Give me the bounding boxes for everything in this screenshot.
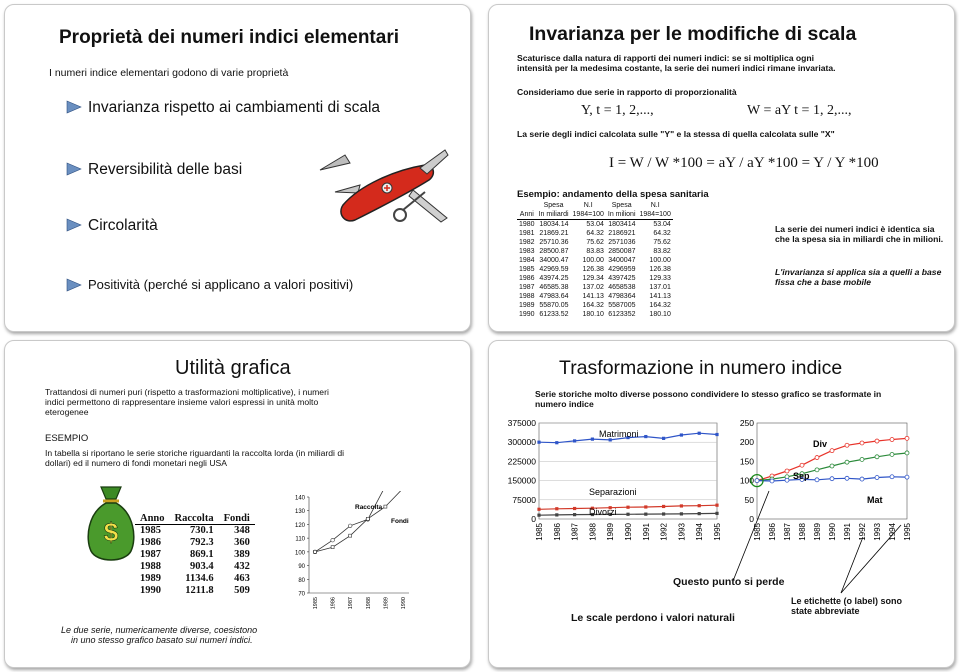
y-tick-label: 130 — [294, 509, 305, 516]
table-header-cell: N.I — [583, 202, 593, 209]
table-cell: 1211.8 — [185, 585, 214, 596]
table-cell: 1987 — [519, 284, 535, 291]
x-tick-label: 1994 — [888, 523, 897, 541]
property-item: Positività (perché si applicano a valori positivi) — [88, 277, 354, 292]
table-cell: 1989 — [140, 573, 161, 584]
y-tick-label: 50 — [744, 494, 754, 505]
series-label: Div — [813, 439, 828, 449]
table-cell: 164.32 — [649, 302, 671, 309]
table-cell: 1988 — [140, 561, 161, 572]
bullet-icons — [63, 93, 89, 293]
svg-text:$: $ — [103, 517, 119, 547]
consider-text: Consideriamo due serie in rapporto di proporzionalità — [517, 87, 737, 97]
y-tick-label: 100 — [739, 475, 754, 486]
table-cell: 64.32 — [586, 230, 604, 237]
triangle-bullet-icon — [67, 219, 81, 231]
series-line — [315, 491, 403, 552]
y-tick-label: 250 — [739, 418, 754, 428]
table-cell: 83.82 — [653, 248, 671, 255]
table-cell: 4798364 — [608, 293, 636, 300]
table-cell: 1983 — [519, 248, 535, 255]
para-line: eterogenee — [45, 407, 89, 417]
table-header-cell: In miliardi — [538, 211, 569, 218]
triangle-bullet-icon — [67, 279, 81, 291]
table-cell: 55870.05 — [539, 302, 569, 309]
table-cell: 180.10 — [582, 311, 604, 318]
table-cell: 61233.52 — [539, 311, 569, 318]
table-cell: 432 — [234, 561, 250, 572]
triangle-bullet-icon — [67, 101, 81, 113]
x-tick-label: 1993 — [677, 523, 687, 541]
data-point — [349, 534, 352, 537]
series-y-formula: Y, t = 1, 2,..., — [581, 103, 654, 118]
table-header-cell: N.I — [650, 202, 660, 209]
table-cell: 1980 — [519, 221, 535, 228]
caption — [61, 625, 257, 645]
x-tick-label: 1987 — [783, 523, 792, 541]
triangle-bullet-icon — [67, 163, 81, 175]
data-point — [366, 517, 369, 520]
x-tick-label: 1988 — [588, 523, 598, 541]
para-line: In tabella si riportano le serie storiche riguardanti la raccolta lorda (in miliardi di — [45, 448, 345, 458]
table-header-cell: Anni — [519, 211, 534, 218]
slide-subtitle: I numeri indice elementari godono di varie proprietà — [49, 67, 289, 79]
table-header-cell: 1984=100 — [572, 211, 604, 218]
table-cell: 1986 — [519, 275, 535, 282]
table-header-row — [517, 210, 673, 220]
series-label: Divorzi — [589, 507, 617, 517]
spesa-table — [517, 201, 673, 319]
para-numbers — [45, 387, 465, 417]
x-tick-label: 1986 — [330, 597, 337, 610]
property-item: Circolarità — [88, 217, 158, 234]
series-label: Raccolta — [355, 504, 383, 511]
para-table — [45, 448, 465, 468]
x-tick-label: 1991 — [641, 523, 651, 541]
property-item: Reversibilità delle basi — [88, 161, 243, 178]
table-row — [135, 549, 255, 561]
slide-title: Invarianza per le modifiche di scala — [529, 23, 857, 45]
table-row — [135, 525, 255, 538]
table-row — [517, 301, 673, 310]
table-cell: 137.01 — [649, 284, 671, 291]
table-cell: 1134.6 — [185, 573, 214, 584]
note-invariance: L'invarianza si applica sia a quelli a base fissa che a base mobile — [775, 267, 942, 287]
annotation-line — [841, 537, 863, 593]
x-tick-label: 1992 — [659, 523, 669, 541]
table-row — [517, 292, 673, 301]
index-formula: I = W / W *100 = aY / aY *100 = Y / Y *100 — [609, 155, 879, 171]
x-tick-label: 1986 — [768, 523, 777, 541]
table-cell: 21869.21 — [539, 230, 569, 237]
table-cell: 28500.87 — [539, 248, 569, 255]
table-cell: 1990 — [140, 585, 161, 596]
x-tick-label: 1989 — [383, 597, 390, 610]
intro-text — [517, 53, 947, 73]
table-row — [135, 561, 255, 573]
slide-invarianza — [488, 4, 955, 332]
x-tick-label: 1991 — [843, 523, 852, 541]
x-tick-label: 1985 — [753, 523, 762, 541]
table-cell: 1984 — [519, 257, 535, 264]
caption-line: Le due serie, numericamente diverse, coesistono — [61, 625, 258, 635]
y-tick-label: 140 — [294, 495, 305, 502]
table-cell: 53.04 — [586, 221, 604, 228]
annotation-line — [841, 525, 901, 593]
y-tick-label: 100 — [294, 550, 305, 557]
x-tick-label: 1987 — [570, 523, 580, 541]
slide-title: Proprietà dei numeri indici elementari — [59, 27, 399, 48]
x-tick-label: 1986 — [552, 523, 562, 541]
data-point — [384, 505, 387, 508]
table-cell: 1986 — [140, 537, 161, 548]
table-cell: 348 — [234, 525, 250, 536]
table-cell: 6123352 — [608, 311, 636, 318]
table-cell: 46585.38 — [539, 284, 569, 291]
note-identical: La serie dei numeri indici è identica sia che la spesa sia in miliardi che in milioni. — [775, 224, 944, 244]
intro-line: Scaturisce dalla natura di rapporti dei numeri indici: se si moltiplica ogni — [517, 53, 815, 63]
table-cell: 180.10 — [649, 311, 671, 318]
table-header-cell: Spesa — [611, 202, 632, 209]
slide-utilita-grafica — [4, 340, 471, 668]
table-cell: 141.13 — [649, 293, 671, 300]
x-tick-label: 1988 — [798, 523, 807, 541]
series-label: Separazioni — [589, 487, 637, 497]
table-cell: 3400047 — [608, 257, 636, 264]
table-header-cell: Raccolta — [170, 513, 219, 525]
annotation-line — [733, 491, 769, 581]
table-cell: 75.62 — [653, 239, 671, 246]
table-row — [517, 238, 673, 247]
table-row — [135, 585, 255, 597]
table-cell: 2571036 — [608, 239, 636, 246]
caption-line: in uno stesso grafico basato sui numeri indici. — [71, 635, 253, 645]
table-cell: 1990 — [519, 311, 535, 318]
table-header-row — [135, 513, 255, 525]
table-row — [517, 274, 673, 283]
x-tick-label: 1995 — [713, 523, 722, 541]
table-cell: 1985 — [140, 525, 161, 536]
index-chart-fondi — [285, 491, 415, 619]
table-cell: 1803414 — [608, 221, 636, 228]
x-tick-label: 1990 — [828, 523, 837, 541]
x-tick-label: 1993 — [873, 523, 882, 541]
y-tick-label: 110 — [295, 536, 305, 543]
x-tick-label: 1985 — [535, 523, 544, 541]
series-w-formula: W = aY t = 1, 2,..., — [747, 103, 852, 118]
table-header-row — [517, 201, 673, 210]
table-cell: 53.04 — [653, 221, 671, 228]
table-cell: 126.38 — [649, 266, 671, 273]
table-header-cell: In milioni — [607, 211, 636, 218]
y-tick-label: 70 — [298, 591, 305, 598]
table-cell: 64.32 — [653, 230, 671, 237]
table-cell: 4658538 — [608, 284, 636, 291]
y-tick-label: 0 — [749, 514, 754, 524]
table-cell: 25710.36 — [539, 239, 569, 246]
table-cell: 75.62 — [586, 239, 604, 246]
intro-line: Serie storiche molto diverse possono condividere lo stesso grafico se trasformate in — [535, 389, 882, 399]
intro-line: numero indice — [535, 399, 594, 409]
x-tick-label: 1990 — [401, 597, 407, 610]
table-header-cell — [517, 201, 537, 210]
indices-text: La serie degli indici calcolata sulle "Y" e la stessa di quella calcolata sulle "X" — [517, 129, 835, 139]
table-row — [517, 310, 673, 319]
slide-proprieta — [4, 4, 471, 332]
table-cell: 43974.25 — [539, 275, 569, 282]
table-header-cell: Anno — [135, 513, 170, 525]
y-tick-label: 90 — [298, 564, 305, 571]
table-row — [517, 283, 673, 292]
x-tick-label: 1987 — [348, 597, 355, 610]
table-cell: 389 — [234, 549, 250, 560]
table-row — [517, 220, 673, 230]
series-label: Matrimoni — [599, 429, 639, 439]
x-tick-label: 1989 — [813, 523, 822, 541]
x-tick-label: 1992 — [858, 523, 867, 541]
x-tick-label: 1994 — [695, 523, 705, 541]
table-cell: 509 — [234, 585, 250, 596]
data-point — [331, 546, 334, 549]
y-tick-label: 75000 — [512, 494, 536, 505]
para-line: dollari) ed il numero di fondi monetari negli USA — [45, 458, 227, 468]
table-row — [517, 247, 673, 256]
series-label: Fondi — [391, 518, 409, 525]
slide-title: Trasformazione in numero indice — [559, 357, 843, 379]
table-cell: 4397425 — [608, 275, 636, 282]
data-point — [314, 550, 317, 553]
table-cell: 137.02 — [582, 284, 604, 291]
table-row — [135, 537, 255, 549]
table-cell: 1982 — [519, 239, 535, 246]
table-cell: 2850087 — [608, 248, 636, 255]
table-row — [517, 265, 673, 274]
note-line: Le etichette (o label) sono — [791, 596, 903, 606]
table-cell: 4296959 — [608, 266, 636, 273]
x-tick-label: 1989 — [606, 523, 616, 541]
slide-trasformazione — [488, 340, 955, 668]
table-cell: 1981 — [519, 230, 535, 237]
table-header-cell: 1984=100 — [639, 211, 671, 218]
note-line: state abbreviate — [791, 606, 860, 616]
y-tick-label: 150000 — [507, 475, 536, 486]
table-cell: 903.4 — [189, 561, 214, 572]
data-point — [331, 538, 335, 542]
series-label: Mat — [867, 495, 883, 505]
table-cell: 792.3 — [189, 537, 214, 548]
example-title: Esempio: andamento della spesa sanitaria — [517, 189, 709, 200]
y-tick-label: 300000 — [507, 437, 536, 448]
table-cell: 360 — [234, 537, 250, 548]
table-header-cell: Spesa — [543, 202, 564, 209]
table-cell: 2186921 — [608, 230, 636, 237]
table-cell: 1987 — [140, 549, 161, 560]
table-header-cell: Fondi — [219, 513, 255, 525]
slide-title: Utilità grafica — [175, 357, 291, 379]
table-cell: 463 — [234, 573, 250, 584]
fondi-table — [135, 513, 255, 597]
data-point — [348, 524, 352, 528]
note-scales: Le scale perdono i valori naturali — [571, 612, 735, 624]
table-cell: 5587005 — [608, 302, 636, 309]
x-tick-label: 1988 — [365, 597, 372, 610]
table-cell: 1988 — [519, 293, 535, 300]
table-cell: 730.1 — [189, 525, 214, 536]
table-cell: 141.13 — [582, 293, 604, 300]
esempio-label: ESEMPIO — [45, 433, 89, 444]
table-cell: 129.33 — [649, 275, 671, 282]
table-cell: 1985 — [519, 266, 535, 273]
table-cell: 1989 — [519, 302, 535, 309]
note-labels — [791, 596, 902, 616]
y-tick-label: 0 — [531, 514, 536, 524]
swiss-army-knife-icon — [315, 130, 455, 235]
money-bag-icon — [83, 483, 139, 565]
table-cell: 164.32 — [582, 302, 604, 309]
x-tick-label: 1985 — [313, 597, 319, 610]
table-cell: 869.1 — [189, 549, 214, 560]
y-tick-label: 120 — [294, 522, 305, 529]
table-cell: 100.00 — [582, 257, 604, 264]
series-label: Sep — [793, 471, 810, 481]
table-cell: 34000.47 — [539, 257, 569, 264]
table-cell: 42969.59 — [539, 266, 569, 273]
para-line: indici permettono di rappresentare insieme valori espressi in unità molto — [45, 397, 319, 407]
y-tick-label: 80 — [298, 577, 305, 584]
para-line: Trattandosi di numeri puri (rispetto a trasformazioni moltiplicative), i numeri — [45, 387, 329, 397]
y-tick-label: 375000 — [507, 418, 536, 428]
table-row — [517, 229, 673, 238]
x-tick-label: 1995 — [903, 523, 912, 541]
note-point-lost: Questo punto si perde — [673, 576, 785, 588]
y-tick-label: 225000 — [507, 456, 536, 467]
table-cell: 129.34 — [582, 275, 604, 282]
table-cell: 100.00 — [649, 257, 671, 264]
y-tick-label: 150 — [739, 456, 754, 467]
table-cell: 83.83 — [586, 248, 604, 255]
table-cell: 18034.14 — [539, 221, 569, 228]
table-row — [135, 573, 255, 585]
property-item: Invarianza rispetto ai cambiamenti di scala — [88, 99, 381, 116]
table-row — [517, 256, 673, 265]
y-tick-label: 200 — [739, 437, 754, 448]
table-cell: 47983.64 — [539, 293, 569, 300]
table-cell: 126.38 — [582, 266, 604, 273]
intro-line: intensità per la medesima costante, la serie dei numeri indici rimane invariata. — [517, 63, 836, 73]
x-tick-label: 1990 — [624, 523, 633, 541]
